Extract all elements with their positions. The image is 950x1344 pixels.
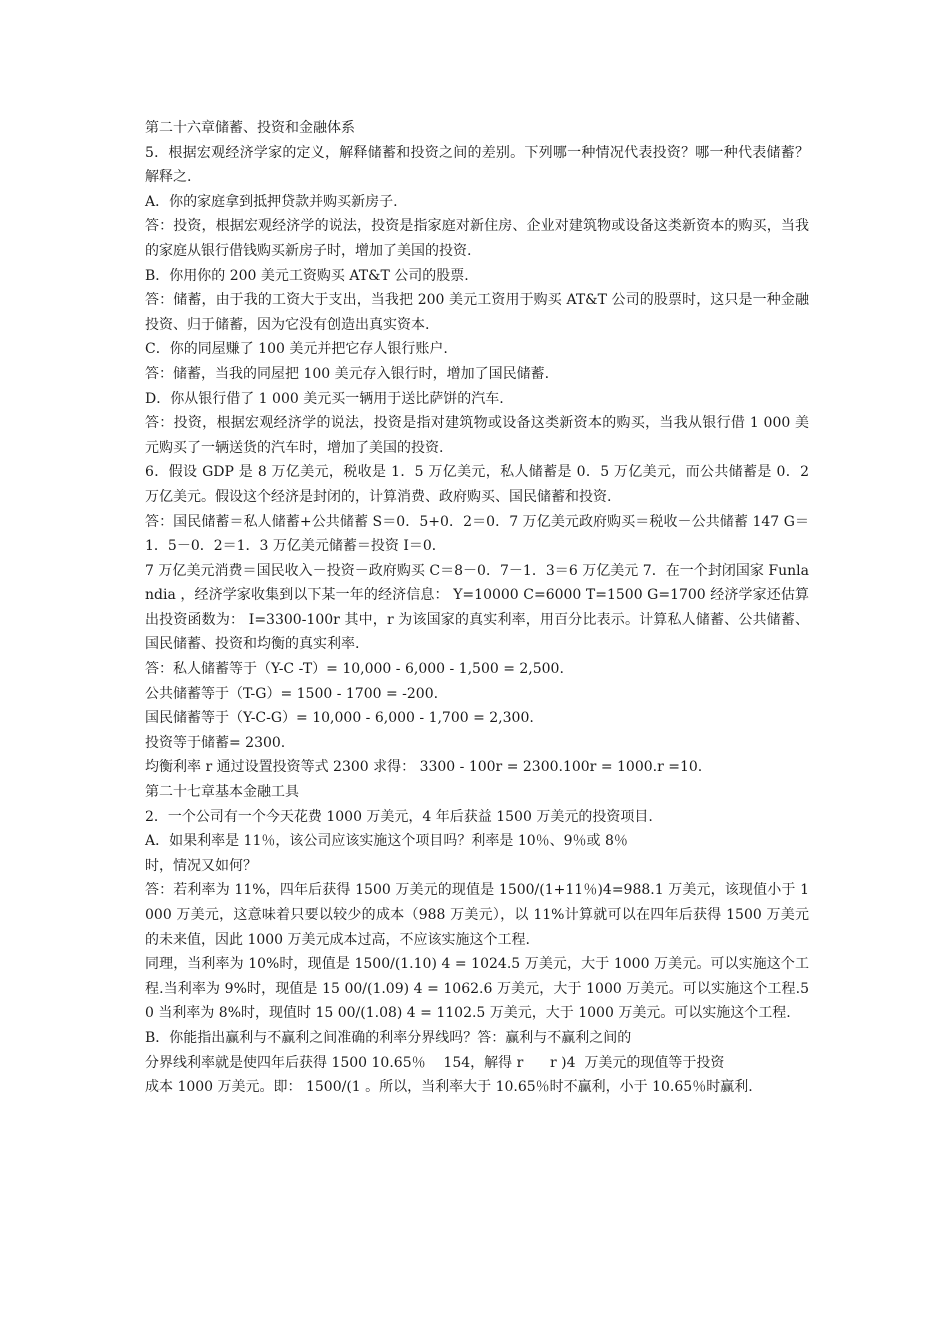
chapter-27-title: 第二十七章基本金融工具 [145,784,299,801]
question-5d: D．你从银行借了 1 000 美元买一辆用于送比萨饼的汽车. [145,390,504,407]
chapter-26-title: 第二十六章储蓄、投资和金融体系 [145,120,355,136]
answer-2a: 答：若利率为 11%，四年后获得 1500 万美元的现值是 1500/(1+11％)4=988.1 万美元，该现值小于 1000 万美元，这意味着只要以较少的成本（988 万美元），以 11%计算就可以在四年后获得 1500 万美元的未来值，因此 1000 万美元成本过高，不应该实施这个工程. [145,882,809,948]
question-2a: A．如果利率是 11％，该公司应该实施这个项目吗？利率是 10％、9％或 8％ [145,833,628,850]
question-2a-continued: 时，情况又如何？ [145,857,257,874]
document-page [145,116,814,1100]
answer-7-public-saving: 公共储蓄等于（T-G）= 1500 - 1700 = -200. [145,685,439,702]
question-2: 2．一个公司有一个今天花费 1000 万美元，4 年后获益 1500 万美元的投资项目. [145,808,653,825]
answer-5c: 答：储蓄，当我的同屋把 100 美元存入银行时，增加了国民储蓄. [145,365,550,382]
question-6: 6．假设 GDP 是 8 万亿美元，税收是 1．5 万亿美元，私人储蓄是 0．5 万亿美元，而公共储蓄是 0．2 万亿美元。假设这个经济是封闭的，计算消费、政府购买、国民储蓄和投资. [145,464,814,505]
question-2b: B．你能指出赢利与不赢利之间准确的利率分界线吗？答：赢利与不赢利之间的 [145,1029,632,1046]
answer-2b: 分界线利率就是使四年后获得 1500 10.65％ 154，解得 r r )4 万美元的现值等于投资 [145,1054,725,1071]
answer-7-national-saving: 国民储蓄等于（Y-C-G）= 10,000 - 6,000 - 1,700 = 2,300. [145,710,534,727]
answer-5b: 答：储蓄，由于我的工资大于支出，当我把 200 美元工资用于购买 AT&T 公司的股票时，这只是一种金融投资、归于储蓄，因为它没有创造出真实资本. [145,292,809,333]
question-5a: A．你的家庭拿到抵押贷款并购买新房子. [145,193,398,210]
answer-7-investment: 投资等于储蓄= 2300. [145,734,286,751]
question-5b: B．你用你的 200 美元工资购买 AT&T 公司的股票. [145,267,469,284]
answer-7-private-saving: 答：私人储蓄等于（Y-C -T）= 10,000 - 6,000 - 1,500 = 2,500. [145,661,564,678]
answer-7-interest-rate: 均衡利率 r 通过设置投资等式 2300 求得： 3300 - 100r = 2300.100r = 1000.r =10. [145,759,703,776]
answer-6: 答：国民储蓄＝私人储蓄+公共储蓄 S＝0．5+0．2＝0．7 万亿美元政府购买＝税收－公共储蓄 147 G＝1．5－0．2＝1．3 万亿美元储蓄＝投资 I＝0． [145,513,809,555]
question-5c: C．你的同屋赚了 100 美元并把它存人银行账户. [145,341,448,358]
question-5: 5．根据宏观经济学家的定义，解释储蓄和投资之间的差别。下列哪一种情况代表投资？哪一种代表储蓄？解释之. [145,144,809,186]
answer-2b-continued: 成本 1000 万美元。即： 1500/(1 。所以，当利率大于 10.65％时不赢利，小于 10.65％时赢利. [145,1079,753,1096]
answer-5a: 答：投资，根据宏观经济学的说法，投资是指家庭对新住房、企业对建筑物或设备这类新资本的购买，当我的家庭从银行借钱购买新房子时，增加了美国的投资. [145,218,809,259]
answer-2a-continued: 同理，当利率为 10%时，现值是 1500/(1.10) 4 = 1024.5 万美元，大于 1000 万美元。可以实施这个工程.当利率为 9%时，现值是 15 00/(1.09) 4 = 1062.6 万美元，大于 1000 万美元。可以实施这个工程.50 当利率为 8%时，现值时 15 00/(1.08) 4 = 1102.5 万美元，大于 1000 万美元。可以实施这个工程. [145,956,809,1022]
answer-5d: 答：投资，根据宏观经济学的说法，投资是指对建筑物或设备这类新资本的购买，当我从银行借 1 000 美元购买了一辆送货的汽车时，增加了美国的投资. [145,415,809,456]
answer-6-continued-question-7: 7 万亿美元消费＝国民收入－投资－政府购买 C＝8－0．7－1．3＝6 万亿美元 7．在一个封闭国家 Funlandia ，经济学家收集到以下某一年的经济信息： Y=10000 C=6000 T=1500 G=1700 经济学家还估算出投资函数为： I=3300-100r 其中，r 为该国家的真实利率，用百分比表示。计算私人储蓄、公共储蓄、国民储蓄、投资和均衡的真实利率. [145,562,809,653]
